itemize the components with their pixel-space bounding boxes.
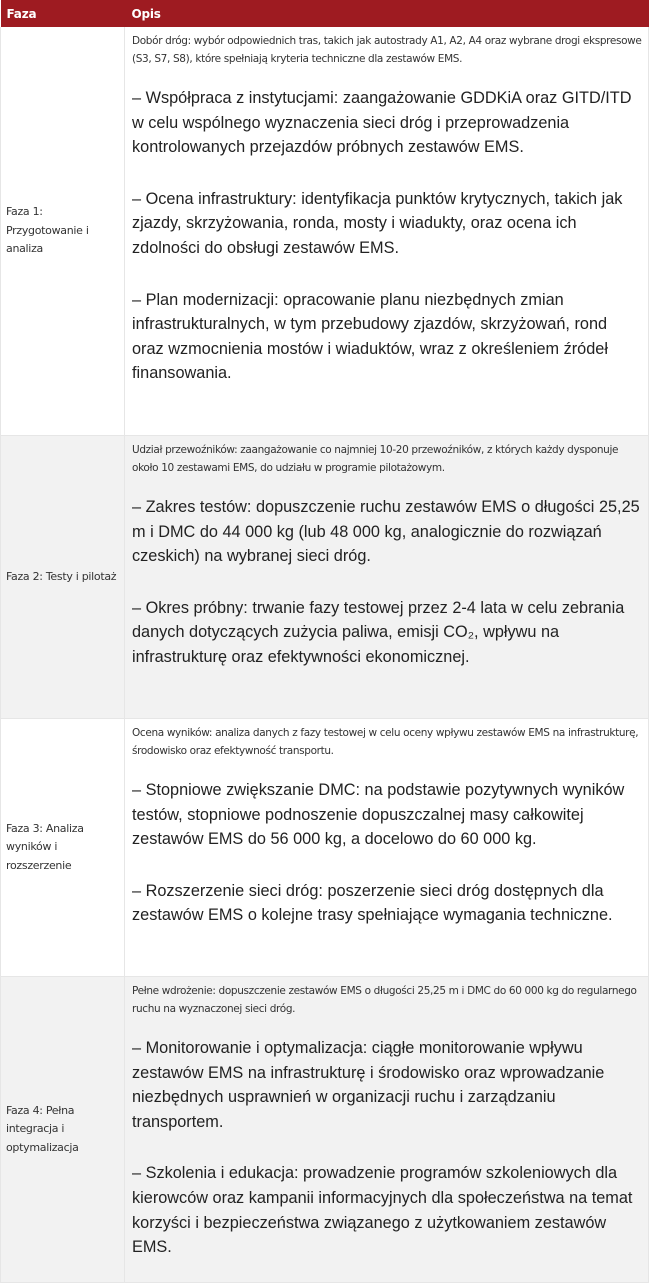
description-lead: Udział przewoźników: zaangażowanie co najmniej 10-20 przewoźników, z których każdy dysponuje około 10 zestawami EMS, do udziału w programie pilotażowym. — [132, 444, 619, 474]
table-row — [1, 977, 649, 1283]
description-item: – Ocena infrastruktury: identyfikacja punktów krytycznych, takich jak zjazdy, skrzyżowania, ronda, mosty i wiadukty, oraz ocena ich zdolności do obsługi zestawów EMS. — [132, 189, 623, 257]
description-item: – Zakres testów: dopuszczenie ruchu zestawów EMS o długości 25,25 m i DMC do 44 000 kg (lub 48 000 kg, analogicznie do rozwiązań czeskich) na wybranej sieci dróg. — [132, 498, 640, 566]
table-row — [1, 719, 649, 977]
description-lead: Pełne wdrożenie: dopuszczenie zestawów EMS o długości 25,25 m i DMC do 60 000 kg do regularnego ruchu na wyznaczonej sieci dróg. — [132, 985, 637, 1015]
header-description: Opis — [125, 0, 649, 27]
description-lead: Dobór dróg: wybór odpowiednich tras, takich jak autostrady A1, A2, A4 oraz wybrane drogi ekspresowe (S3, S7, S8), które spełniają kryteria techniczne dla zestawów EMS. — [132, 35, 642, 65]
table-row — [1, 27, 649, 436]
description-cell — [125, 27, 649, 436]
description-cell — [125, 977, 649, 1283]
phase-cell: Faza 4: Pełna integracja i optymalizacja — [1, 977, 125, 1283]
description-item: – Rozszerzenie sieci dróg: poszerzenie sieci dróg dostępnych dla zestawów EMS o kolejne trasy spełniające wymagania techniczne. — [132, 881, 613, 925]
description-cell — [125, 719, 649, 977]
description-item: – Stopniowe zwiększanie DMC: na podstawie pozytywnych wyników testów, stopniowe podnoszenie dopuszczalnej masy całkowitej zestawów EMS do 56 000 kg, a docelowo do 60 000 kg. — [132, 781, 625, 849]
description-item: – Plan modernizacji: opracowanie planu niezbędnych zmian infrastrukturalnych, w tym przebudowy zjazdów, skrzyżowań, rond oraz wzmocnienia mostów i wiaduktów, wraz z określeniem źródeł finansowania. — [132, 290, 608, 383]
table-row — [1, 436, 649, 719]
phase-cell: Faza 2: Testy i pilotaż — [1, 436, 125, 719]
description-item: – Monitorowanie i optymalizacja: ciągłe monitorowanie wpływu zestawów EMS na infrastrukturę i środowisko oraz wprowadzanie niezbędnych usprawnień w organizacji ruchu i zarządzaniu transportem. — [132, 1039, 605, 1131]
header-phase: Faza — [1, 0, 125, 27]
description-item: – Szkolenia i edukacja: prowadzenie programów szkoleniowych dla kierowców oraz kampanii informacyjnych dla społeczeństwa na temat korzyści i bezpieczeństwa związanego z użytkowaniem zestawów EMS. — [132, 1164, 633, 1257]
description-lead: Ocena wyników: analiza danych z fazy testowej w celu oceny wpływu zestawów EMS na infrastrukturę, środowisko oraz efektywność transportu. — [132, 727, 639, 757]
phase-cell: Faza 1: Przygotowanie i analiza — [1, 27, 125, 436]
description-cell — [125, 436, 649, 719]
header-row — [1, 0, 649, 27]
phase-cell: Faza 3: Analiza wyników i rozszerzenie — [1, 719, 125, 977]
description-item: – Współpraca z instytucjami: zaangażowanie GDDKiA oraz GITD/ITD w celu wspólnego wyznaczenia sieci dróg i przeprowadzenia kontrolowanych przejazdów próbnych zestawów EMS. — [132, 89, 632, 157]
description-item: – Okres próbny: trwanie fazy testowej przez 2-4 lata w celu zebrania danych dotyczących zużycia paliwa, emisji CO₂, wpływu na infrastrukturę oraz efektywności ekonomicznej. — [132, 598, 625, 666]
